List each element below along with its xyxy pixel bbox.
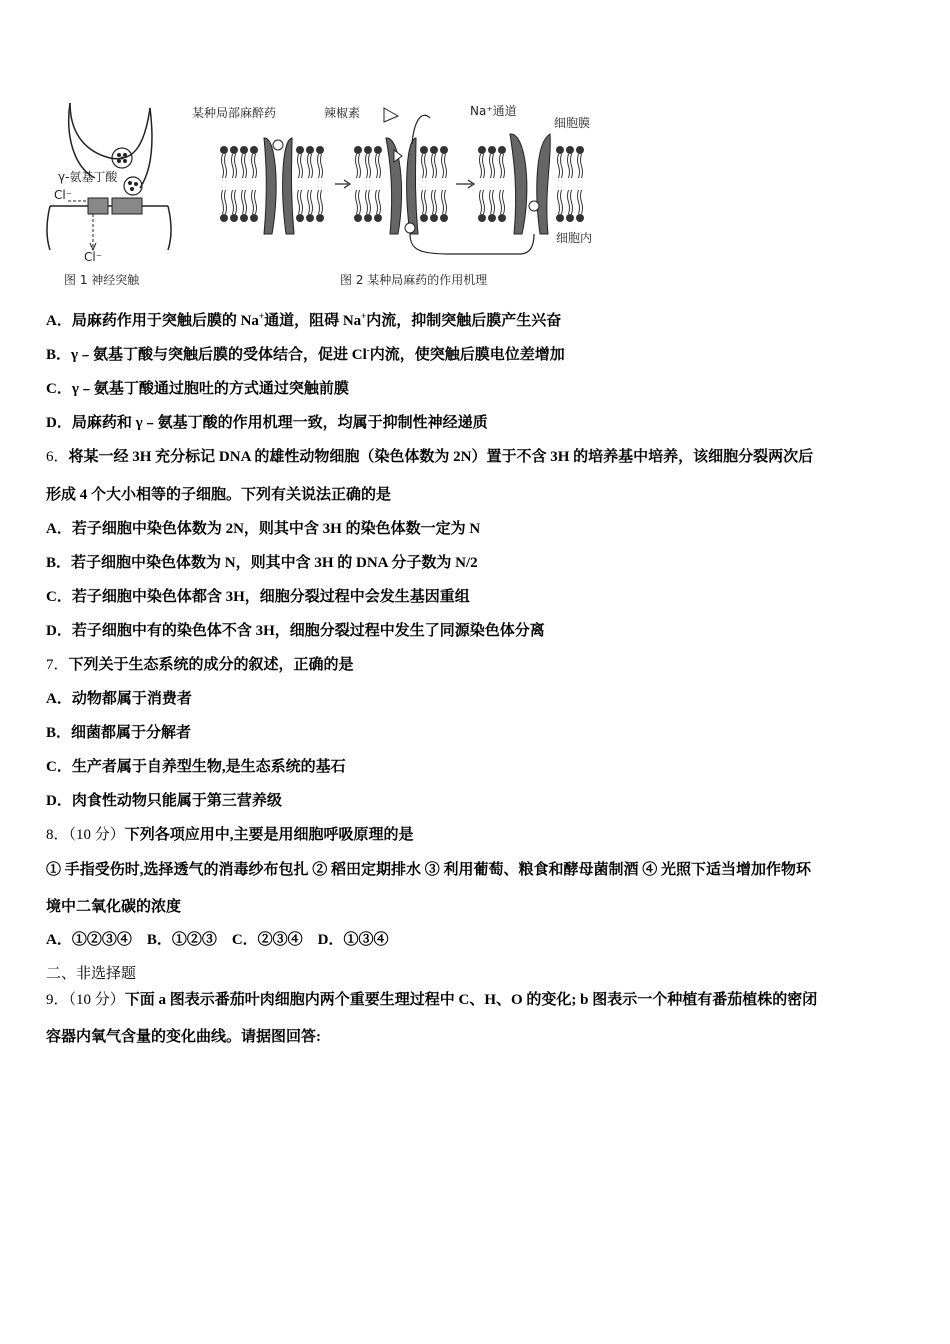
q9-stem-text1: 下面 a 图表示番茄叶肉细胞内两个重要生理过程中 C、H、O 的变化; b 图表示一个种植有番茄植株的密闭 [124,992,818,1008]
q8-number: 8．（10 分） [46,827,125,843]
q9-stem-line1 [46,990,817,1010]
label-inside: 细胞内 [556,231,593,245]
caption-fig1: 图 1 神经突触 [64,273,140,287]
label-cl-bottom: Cl⁻ [84,250,103,264]
q7-option-c: C．生产者属于自养型生物,是生态系统的基石 [46,759,346,775]
q5-b-sup1: - [366,345,370,355]
q5-a-sup1: + [258,311,265,321]
q6-stem-text1: 将某一经 3H 充分标记 DNA 的雄性动物细胞（染色体数为 2N）置于不含 3H 的培养基中培养，该细胞分裂两次后 [68,449,814,465]
q5-b-part1: B．γ﹣氨基丁酸与突触后膜的受体结合，促进 Cl [46,347,367,363]
q7-number: 7． [46,657,69,673]
q7-stem-text: 下列关于生态系统的成分的叙述，正确的是 [68,657,354,673]
label-gaba: γ-氨基丁酸 [58,170,118,184]
q8-items-line1: ① 手指受伤时,选择透气的消毒纱布包扎 ② 稻田定期排水 ③ 利用葡萄、粮食和酵母菌制酒 ④ 光照下适当增加作物环 [46,862,812,878]
q5-option-b [46,345,565,365]
q7-option-d: D．肉食性动物只能属于第三营养级 [46,793,282,809]
q8-stem-text: 下列各项应用中,主要是用细胞呼吸原理的是 [124,827,414,843]
q8-stem [46,825,414,845]
q6-option-d: D．若子细胞中有的染色体不含 3H，细胞分裂过程中发生了同源染色体分离 [46,623,545,639]
q5-a-part3: 内流，抑制突触后膜产生兴奋 [366,313,562,329]
q5-a-sup2: + [361,311,367,321]
q5-a-part2: 通道，阻碍 Na [264,313,362,329]
label-capsaicin: 辣椒素 [324,106,361,120]
section-title-nonchoice: 二、非选择题 [46,966,137,982]
figure-drawing [40,98,610,293]
q6-option-a: A．若子细胞中染色体数为 2N，则其中含 3H 的染色体数一定为 N [46,521,481,537]
q6-stem-line2: 形成 4 个大小相等的子细胞。下列有关说法正确的是 [46,487,392,503]
label-anesthetic: 某种局部麻醉药 [192,106,277,120]
q5-b-part2: 内流，使突触后膜电位差增加 [369,347,565,363]
q9-number: 9．（10 分） [46,992,125,1008]
q8-items-line2: 境中二氧化碳的浓度 [46,899,182,915]
q5-a-part1: A．局麻药作用于突触后膜的 Na [46,313,259,329]
q9-stem-line2: 容器内氧气含量的变化曲线。请据图回答: [46,1029,321,1045]
q5-option-a [46,311,561,331]
q6-stem-line1 [46,447,813,467]
q6-number: 6． [46,449,69,465]
caption-fig2: 图 2 某种局麻药的作用机理 [340,273,488,287]
q7-stem [46,655,354,675]
membrane-diagram [220,108,584,254]
figure-synapse-anesthetic [40,98,610,293]
label-membrane: 细胞膜 [554,116,591,130]
q7-option-b: B．细菌都属于分解者 [46,725,192,741]
q8-options: A．①②③④ B．①②③ C．②③④ D．①③④ [46,932,389,948]
q5-option-d: D．局麻药和 γ﹣氨基丁酸的作用机理一致，均属于抑制性神经递质 [46,415,488,431]
q7-option-a: A．动物都属于消费者 [46,691,192,707]
label-cl-top: Cl⁻ [54,188,73,202]
q5-option-c: C．γ﹣氨基丁酸通过胞吐的方式通过突触前膜 [46,381,349,397]
q6-option-b: B．若子细胞中染色体数为 N，则其中含 3H 的 DNA 分子数为 N/2 [46,555,478,571]
q6-option-c: C．若子细胞中染色体都含 3H，细胞分裂过程中会发生基因重组 [46,589,470,605]
label-na-channel: Na⁺通道 [470,104,517,118]
